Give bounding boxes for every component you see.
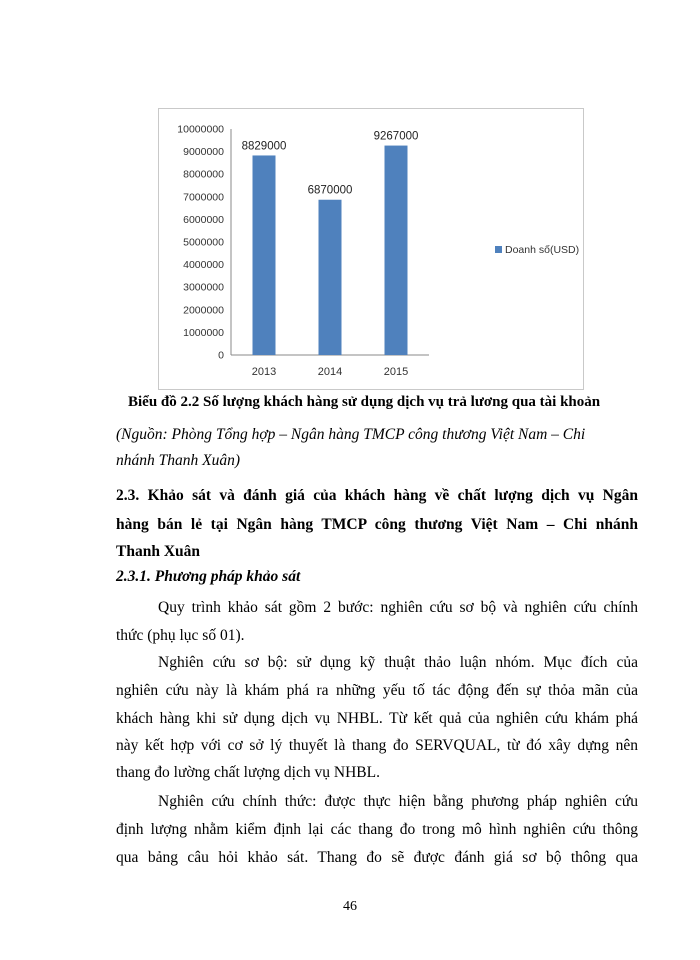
bar-2014 [319, 200, 342, 355]
y-tick-label: 8000000 [183, 168, 224, 181]
legend-swatch [495, 246, 502, 253]
y-tick-label: 10000000 [177, 123, 224, 136]
legend-label: Doanh số(USD) [505, 244, 580, 256]
chart-container [158, 108, 584, 390]
paragraph-2-line-2: nghiên cứu này là khám phá ra những yếu tố tác động đến sự thỏa mãn của [116, 682, 638, 699]
y-tick-label: 7000000 [183, 191, 224, 204]
section-heading-line-2: hàng bán lẻ tại Ngân hàng TMCP công thương Việt Nam – Chi nhánh [116, 516, 638, 533]
section-heading-line-3: Thanh Xuân [116, 543, 201, 560]
paragraph-1-line-2: thức (phụ lục số 01). [116, 627, 245, 644]
section-heading-line-1: 2.3. Khảo sát và đánh giá của khách hàng về chất lượng dịch vụ Ngân [116, 487, 638, 504]
bar-2013 [253, 155, 276, 355]
figure-source-line-1: (Nguồn: Phòng Tổng hợp – Ngân hàng TMCP công thương Việt Nam – Chi [116, 426, 586, 443]
paragraph-2-line-1: Nghiên cứu sơ bộ: sử dụng kỹ thuật thảo luận nhóm. Mục đích của [158, 654, 638, 671]
data-label-2013: 8829000 [241, 140, 287, 153]
bar-2015 [385, 146, 408, 355]
x-tick-label-2014: 2014 [317, 366, 343, 378]
paragraph-1-line-1: Quy trình khảo sát gồm 2 bước: nghiên cứu sơ bộ và nghiên cứu chính [158, 599, 638, 616]
y-tick-label: 9000000 [183, 146, 224, 159]
data-label-2015: 9267000 [373, 130, 419, 143]
y-tick-label: 3000000 [183, 281, 224, 294]
y-tick-label: 1000000 [183, 326, 224, 339]
x-tick-label-2013: 2013 [251, 366, 277, 378]
paragraph-2-line-3: khách hàng khi sử dụng dịch vụ NHBL. Từ kết quả của nghiên cứu khám phá [116, 710, 638, 727]
paragraph-3-line-1: Nghiên cứu chính thức: được thực hiện bằng phương pháp nghiên cứu [158, 793, 638, 810]
y-tick-label: 6000000 [183, 213, 224, 226]
x-tick-label-2015: 2015 [383, 366, 409, 378]
paragraph-3-line-3: qua bảng câu hỏi khảo sát. Thang đo sẽ được đánh giá sơ bộ thông qua [116, 849, 638, 866]
paragraph-2-line-5: thang đo lường chất lượng dịch vụ NHBL. [116, 764, 380, 781]
y-tick-label: 0 [218, 349, 224, 362]
y-tick-label: 4000000 [183, 259, 224, 272]
figure-caption: Biểu đồ 2.2 Số lượng khách hàng sử dụng dịch vụ trả lương qua tài khoản [128, 394, 601, 410]
y-tick-label: 5000000 [183, 236, 224, 249]
data-label-2014: 6870000 [307, 184, 353, 197]
y-tick-label: 2000000 [183, 304, 224, 317]
subsection-heading: 2.3.1. Phương pháp khảo sát [116, 568, 301, 585]
paragraph-3-line-2: định lượng nhằm kiểm định lại các thang đo trong mô hình nghiên cứu thông [116, 821, 638, 838]
page-number: 46 [343, 899, 357, 914]
figure-source-line-2: nhánh Thanh Xuân) [116, 452, 240, 469]
bar-chart [159, 109, 583, 389]
paragraph-2-line-4: này kết hợp với cơ sở lý thuyết là thang đo SERVQUAL, từ đó xây dựng nên [116, 737, 638, 754]
